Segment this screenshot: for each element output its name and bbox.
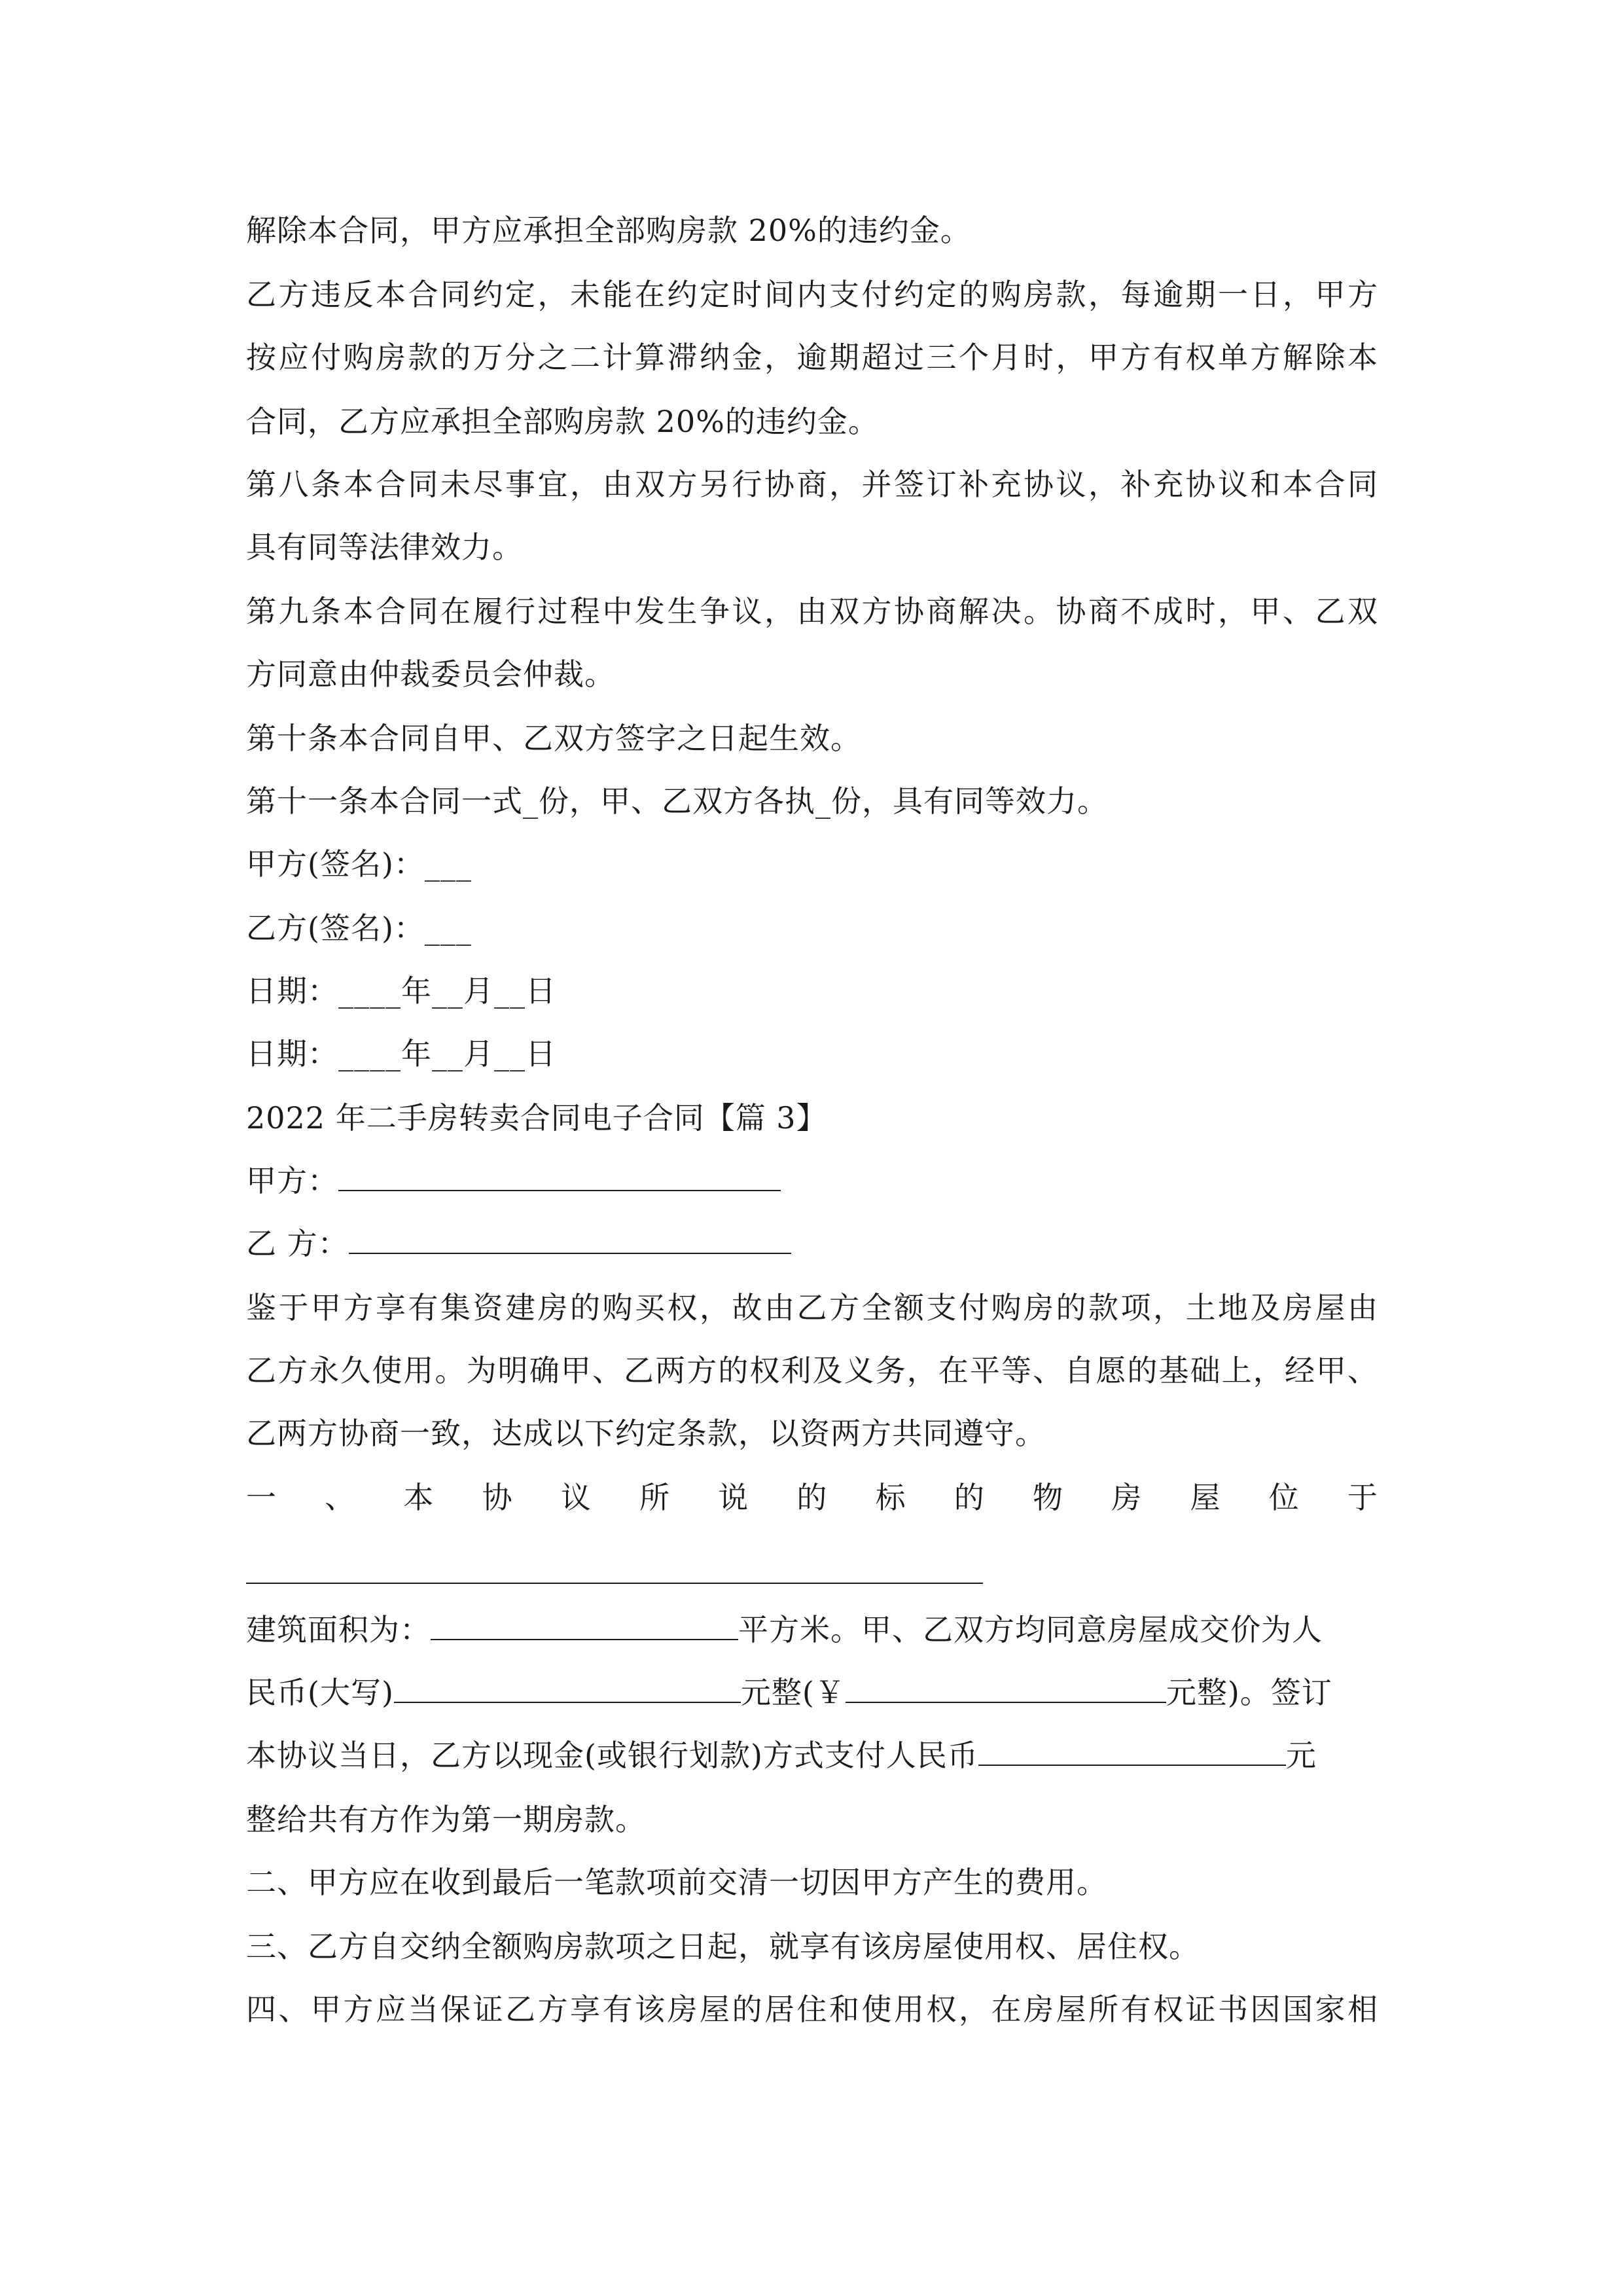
clause-3: 三、乙方自交纳全额购房款项之日起，就享有该房屋使用权、居住权。 bbox=[246, 1929, 1200, 1964]
price-end-text: 元整)。签订 bbox=[1166, 1675, 1332, 1710]
clause-text: 按应付购房款的万分之二计算滞纳金，逾期超过三个月时，甲方有权单方解除本 bbox=[246, 340, 1378, 375]
price-number-blank bbox=[846, 1673, 1166, 1703]
clause-1-char: 、 bbox=[325, 1480, 356, 1515]
area-label: 建筑面积为： bbox=[246, 1612, 431, 1647]
clause-1-char: 一 bbox=[246, 1480, 277, 1515]
area-blank bbox=[431, 1610, 738, 1640]
area-price-line bbox=[246, 1610, 1378, 1649]
clause-1-char: 本 bbox=[403, 1480, 435, 1515]
clause-1-char: 所 bbox=[639, 1480, 671, 1515]
date-line: 日期：____年__月__日 bbox=[246, 1036, 556, 1071]
clause-1-char: 位 bbox=[1268, 1480, 1300, 1515]
party-a-label: 甲方： bbox=[246, 1163, 338, 1198]
first-payment-unit: 元 bbox=[1285, 1738, 1317, 1773]
party-b-signature: 乙方(签名)：___ bbox=[246, 910, 472, 946]
party-b-field bbox=[246, 1224, 1378, 1263]
price-uppercase-label: 民币(大写) bbox=[246, 1675, 394, 1710]
clause-1-char: 房 bbox=[1111, 1480, 1143, 1515]
preamble-text: 鉴于甲方享有集资建房的购买权，故由乙方全额支付购房的款项，土地及房屋由 bbox=[246, 1290, 1378, 1325]
clause-1-char: 标 bbox=[875, 1480, 906, 1515]
clause-text: 合同，乙方应承担全部购房款 20%的违约金。 bbox=[246, 404, 879, 439]
area-unit-text: 平方米。甲、乙双方均同意房屋成交价为人 bbox=[738, 1612, 1323, 1647]
clause-article-10: 第十条本合同自甲、乙双方签字之日起生效。 bbox=[246, 721, 861, 756]
clause-4: 四、甲方应当保证乙方享有该房屋的居住和使用权，在房屋所有权证书因国家相 bbox=[246, 1992, 1378, 2027]
party-a-blank bbox=[338, 1161, 781, 1191]
clause-text: 解除本合同，甲方应承担全部购房款 20%的违约金。 bbox=[246, 213, 971, 248]
clause-2: 二、甲方应在收到最后一笔款项前交清一切因甲方产生的费用。 bbox=[246, 1865, 1107, 1900]
clause-1-char: 协 bbox=[482, 1480, 513, 1515]
price-uppercase-blank bbox=[394, 1673, 741, 1703]
clause-text: 整给共有方作为第一期房款。 bbox=[246, 1802, 646, 1837]
preamble-text: 乙两方协商一致，达成以下约定条款，以资两方共同遵守。 bbox=[246, 1416, 1046, 1451]
clause-text: 方同意由仲裁委员会仲裁。 bbox=[246, 656, 615, 692]
price-line bbox=[246, 1673, 1378, 1712]
date-line: 日期：____年__月__日 bbox=[246, 973, 556, 1009]
clause-1-char: 屋 bbox=[1190, 1480, 1221, 1515]
first-payment-text: 本协议当日，乙方以现金(或银行划款)方式支付人民币 bbox=[246, 1738, 978, 1773]
clause-text: 乙方违反本合同约定，未能在约定时间内支付约定的购房款，每逾期一日，甲方 bbox=[246, 277, 1378, 312]
location-blank-line bbox=[246, 1583, 983, 1584]
clause-1-location bbox=[246, 1478, 1378, 1517]
party-b-blank bbox=[349, 1224, 791, 1254]
clause-1-char: 物 bbox=[1033, 1480, 1064, 1515]
first-payment-line bbox=[246, 1736, 1378, 1775]
clause-article-11: 第十一条本合同一式_份，甲、乙双方各执_份，具有同等效力。 bbox=[246, 783, 1108, 819]
section-title: 2022 年二手房转卖合同电子合同【篇 3】 bbox=[246, 1100, 827, 1136]
clause-1-spread-text bbox=[246, 1478, 1378, 1517]
clause-1-char: 说 bbox=[718, 1480, 749, 1515]
preamble-text: 乙方永久使用。为明确甲、乙两方的权利及义务，在平等、自愿的基础上，经甲、 bbox=[246, 1353, 1378, 1388]
party-b-label: 乙 方： bbox=[246, 1226, 349, 1261]
clause-1-char: 的 bbox=[954, 1480, 985, 1515]
clause-article-9: 第九条本合同在履行过程中发生争议，由双方协商解决。协商不成时，甲、乙双 bbox=[246, 594, 1378, 629]
party-a-signature: 甲方(签名)：___ bbox=[246, 846, 472, 882]
clause-article-8: 第八条本合同未尽事宜，由双方另行协商，并签订补充协议，补充协议和本合同 bbox=[246, 467, 1378, 502]
clause-1-char: 议 bbox=[560, 1480, 592, 1515]
first-payment-blank bbox=[978, 1736, 1286, 1766]
price-symbol-text: 元整(￥ bbox=[740, 1675, 846, 1710]
clause-text: 具有同等法律效力。 bbox=[246, 529, 523, 565]
clause-1-char: 于 bbox=[1347, 1480, 1378, 1515]
clause-1-char: 的 bbox=[796, 1480, 828, 1515]
party-a-field bbox=[246, 1161, 1378, 1200]
